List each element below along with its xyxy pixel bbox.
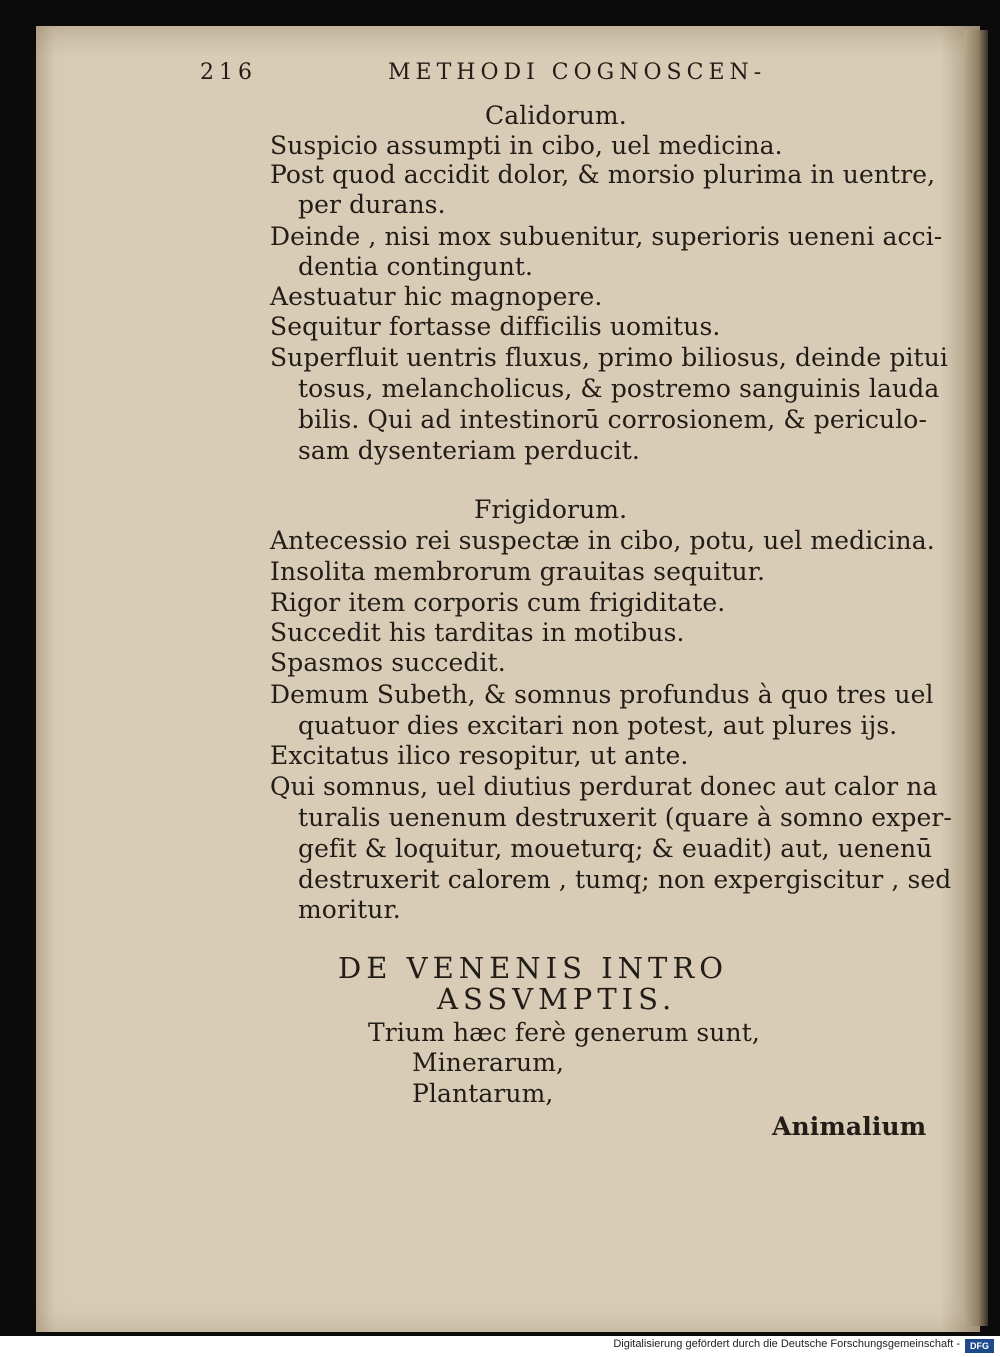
page-edge-shadow: [964, 30, 988, 1326]
text-line: Superfluit uentris fluxus, primo biliosus, deinde pitui: [270, 343, 948, 372]
text-line: turalis uenenum destruxerit (quare à somno exper-: [298, 803, 952, 832]
text-line: moritur.: [298, 895, 401, 924]
text-line: Deinde , nisi mox subuenitur, superioris ueneni acci-: [270, 222, 943, 251]
text-line: Succedit his tarditas in motibus.: [270, 618, 685, 647]
running-title: METHODI COGNOSCEN-: [388, 60, 767, 85]
text-line: gefit & loquitur, moueturq; & euadit) aut, uenenū: [298, 834, 933, 863]
dfg-logo: DFG: [965, 1339, 994, 1353]
text-line: tosus, melancholicus, & postremo sanguinis lauda: [298, 374, 940, 403]
text-line: Excitatus ilico resopitur, ut ante.: [270, 741, 689, 770]
text-line: dentia contingunt.: [298, 252, 534, 281]
text-line: Aestuatur hic magnopere.: [270, 282, 603, 311]
list-item: Plantarum,: [412, 1079, 554, 1108]
text-line: Insolita membrorum grauitas sequitur.: [270, 557, 766, 586]
text-line: quatuor dies excitari non potest, aut plures ijs.: [298, 711, 898, 740]
text-line: sam dysenteriam perducit.: [298, 436, 640, 465]
section-title-line1: DE VENENIS INTRO: [338, 951, 728, 985]
text-line: Qui somnus, uel diutius perdurat donec aut calor na: [270, 772, 938, 801]
text-line: bilis. Qui ad intestinorū corrosionem, & periculo-: [298, 405, 927, 434]
text-line: Demum Subeth, & somnus profundus à quo tres uel: [270, 680, 934, 709]
text-line: per durans.: [298, 190, 446, 219]
text-line: Sequitur fortasse difficilis uomitus.: [270, 312, 721, 341]
section-intro: Trium hæc ferè generum sunt,: [368, 1018, 760, 1047]
calidorum-heading: Calidorum.: [485, 101, 627, 130]
catchword: Animalium: [772, 1112, 927, 1141]
footer-bar: [0, 1336, 1000, 1357]
page-number: 216: [200, 60, 257, 85]
text-line: Antecessio rei suspectæ in cibo, potu, uel medicina.: [270, 526, 935, 555]
text-line: destruxerit calorem , tumq; non expergiscitur , sed: [298, 865, 952, 894]
text-line: Rigor item corporis cum frigiditate.: [270, 588, 726, 617]
section-title-line2: ASSVMPTIS.: [437, 982, 677, 1016]
list-item: Minerarum,: [412, 1048, 565, 1077]
text-line: Spasmos succedit.: [270, 648, 506, 677]
text-line: Suspicio assumpti in cibo, uel medicina.: [270, 131, 783, 160]
text-line: Post quod accidit dolor, & morsio plurima in uentre,: [270, 160, 936, 189]
frigidorum-heading: Frigidorum.: [474, 495, 628, 524]
footer-credit: Digitalisierung gefördert durch die Deutsche Forschungsgemeinschaft -: [613, 1338, 960, 1350]
